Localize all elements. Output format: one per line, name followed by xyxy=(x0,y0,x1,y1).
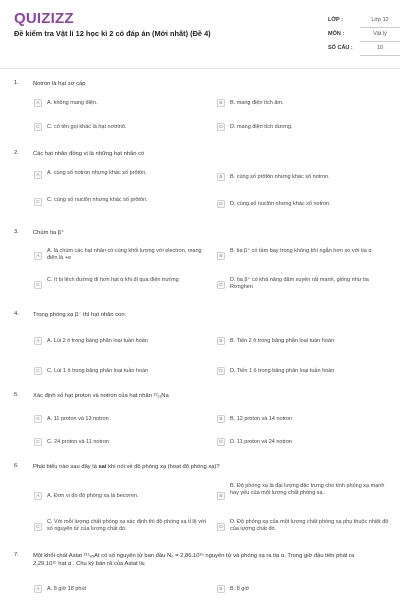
option-text: A. là chùm các hạt nhân có cùng khối lượng với electron, mang điện là +e xyxy=(47,248,202,261)
option-text: D. cùng số nuclôn nhưng khác số notron. xyxy=(230,201,331,207)
option-text: B. cùng số prôtôn nhưng khác số notron. xyxy=(230,174,330,180)
question-number: 2. xyxy=(14,150,19,156)
option-text: D. Tiến 1 ô trong bảng phân loại tuần hoàn xyxy=(230,368,335,374)
question-text-end: khi nói về độ phóng xạ (hoạt độ phóng xạ)? xyxy=(106,464,220,470)
option-letter-badge: A xyxy=(34,252,42,260)
option-letter-badge: B xyxy=(217,252,225,260)
option-letter-badge: C xyxy=(34,198,42,206)
meta-subject-value: Vật lý xyxy=(360,31,400,42)
option-letter-badge: C xyxy=(34,438,42,446)
option-letter-badge: C xyxy=(34,523,42,531)
option-letter-badge: B xyxy=(217,492,225,500)
option-letter-badge: B xyxy=(217,337,225,345)
option-letter-badge: D xyxy=(217,123,225,131)
question-text: Notron là hạt sơ cấp xyxy=(33,81,86,87)
option-letter-badge: C xyxy=(34,281,42,289)
option-text: B. tia β⁺ có tầm bay trong không khí ngắn hơn so với tia α xyxy=(230,248,372,254)
option-text: D. mang điện tích dương. xyxy=(230,124,293,130)
document-header xyxy=(0,0,400,68)
quizizz-logo: QUIZIZZ xyxy=(14,10,74,27)
meta-grade-label: LỚP : xyxy=(328,17,343,23)
question-text xyxy=(33,463,373,471)
option-letter-badge: A xyxy=(34,337,42,345)
option-text: C. 24 proton và 11 notron xyxy=(47,439,109,445)
option-letter-badge: B xyxy=(217,99,225,107)
question-number: 5. xyxy=(14,392,19,398)
option-letter-badge: C xyxy=(34,123,42,131)
option-text: C. Lùi 1 ô trong bảng phân loại tuần hoàn xyxy=(47,368,149,374)
option-letter-badge: A xyxy=(34,585,42,593)
option-text: C. Với mỗi lượng chất phóng xạ xác định thì độ phóng xạ tỉ lệ với số nguyên tử của lượng chất đó. xyxy=(47,519,206,532)
option-text: B. 8 giờ xyxy=(230,586,250,592)
option-text: A. Lùi 2 ô trong bảng phân loại tuần hoàn xyxy=(47,338,148,344)
option-text: C. ít bị lệch đường đi hơn hạt α khi đi qua điện trường xyxy=(47,277,179,283)
option-letter-badge: D xyxy=(217,281,225,289)
option-text: A. cùng số notron nhưng khác số prôtôn. xyxy=(47,170,147,176)
question-number: 1. xyxy=(14,80,19,86)
header-divider xyxy=(0,68,400,69)
meta-count-label: SỐ CÂU : xyxy=(328,45,353,51)
option-text: A. Đơn vị đo độ phóng xạ là becơren. xyxy=(47,493,139,499)
option-letter-badge: D xyxy=(217,523,225,531)
option-letter-badge: A xyxy=(34,415,42,423)
question-text-emphasis: sai xyxy=(98,464,107,470)
meta-subject-label: MÔN : xyxy=(328,31,345,37)
option-text: D. tia β⁺ có khả năng đâm xuyên rất mạnh, giống như tia Rơnghen xyxy=(230,277,369,290)
option-letter-badge: A xyxy=(34,171,42,179)
option-letter-badge: B xyxy=(217,585,225,593)
option-letter-badge: C xyxy=(34,367,42,375)
question-text: Trong phóng xạ β⁻ thì hạt nhân con: xyxy=(33,312,127,318)
option-text: A. không mang điện. xyxy=(47,100,98,106)
option-text: C. có tên gọi khác là hạt nơtrinô. xyxy=(47,124,127,130)
question-number: 4. xyxy=(14,311,19,317)
option-letter-badge: B xyxy=(217,415,225,423)
question-text: Xác định số hạt proton và notron của hạt nhân ²³₁₁Na xyxy=(33,393,169,399)
question-text: Các hạt nhân đồng vị là những hạt nhân có xyxy=(33,151,145,157)
question-text: Một khối chất Astat ²¹¹₈₅At có số nguyên tử ban đầu N₀ = 2,86.10¹⁶ nguyên tử và phóng xạ ra tia α. Trong giờ đầu tiên phát ra 2,29.10¹⁵ hạt α . Chu kỳ bán rã của Astat là: xyxy=(33,553,355,567)
document-title: Đề kiểm tra Vật lí 12 học kì 2 có đáp án (Mới nhất) (Đề 4) xyxy=(14,29,211,38)
option-letter-badge: B xyxy=(217,173,225,181)
option-letter-badge: D xyxy=(217,438,225,446)
option-text: B. mang điện tích âm. xyxy=(230,100,284,106)
option-letter-badge: D xyxy=(217,367,225,375)
option-text: B. Độ phóng xạ là đại lượng đặc trưng cho tính phóng xạ mạnh hay yếu của một lượng chất phóng xạ. xyxy=(230,483,385,496)
option-letter-badge: A xyxy=(34,99,42,107)
question-number: 7. xyxy=(14,552,19,558)
option-letter-badge: A xyxy=(34,492,42,500)
question-number: 6. xyxy=(14,463,19,469)
option-letter-badge: D xyxy=(217,200,225,208)
meta-count-value: 10 xyxy=(360,45,400,56)
option-text: A. 8 giờ 18 phút xyxy=(47,586,87,592)
question-number: 3. xyxy=(14,229,19,235)
option-text: A. 11 proton và 13 notron xyxy=(47,416,109,422)
option-text: D. 11 proton và 24 notron xyxy=(230,439,292,445)
option-text: D. Độ phóng xạ của một lượng chất phóng xạ phụ thuộc nhiệt độ của lượng chất đó. xyxy=(230,519,389,532)
question-text: Chùm tia β⁺ xyxy=(33,230,65,236)
option-text: C. cùng số nuclôn nhưng khác số prôtôn. xyxy=(47,197,148,203)
meta-grade-value: Lớp 12 xyxy=(360,17,400,28)
question-text-start: Phát biểu nào sau đây là xyxy=(33,464,99,470)
option-text: B. 12 proton và 14 notron xyxy=(230,416,293,422)
option-text: B. Tiến 2 ô trong bảng phân loại tuần hoàn xyxy=(230,338,334,344)
